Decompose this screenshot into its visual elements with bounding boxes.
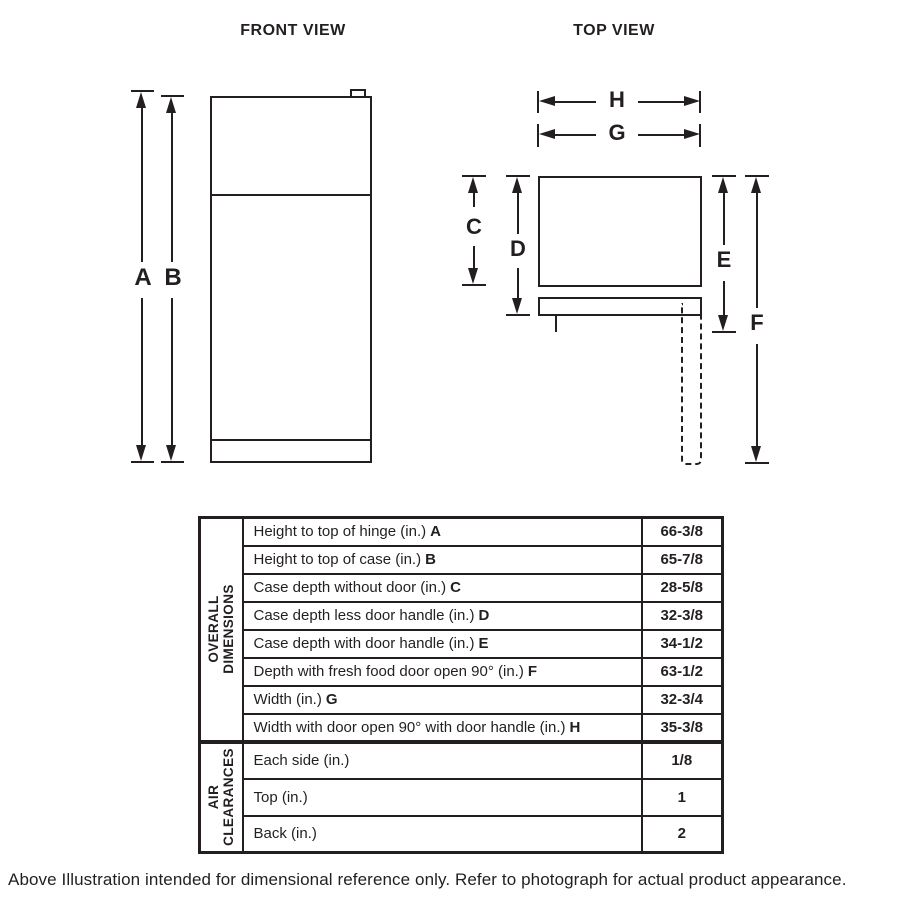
spec-label-cell [243, 658, 642, 686]
header-line: CLEARANCES [221, 748, 237, 847]
dim-g-line [553, 134, 596, 136]
dim-h-arrow-right-icon [684, 96, 700, 106]
spec-label: Each side (in.) [253, 752, 350, 769]
spec-label-cell [243, 816, 642, 853]
top-view-title: TOP VIEW [573, 22, 655, 39]
door-handle-line [555, 315, 557, 332]
dim-h-line [638, 101, 685, 103]
dim-c-line [473, 246, 475, 270]
kickplate-line [212, 439, 370, 441]
table-row [200, 546, 723, 574]
spec-value-cell: 63-1/2 [642, 658, 723, 686]
spec-value-cell: 65-7/8 [642, 546, 723, 574]
dim-g-arrow-right-icon [684, 129, 700, 139]
spec-label-cell [243, 714, 642, 742]
spec-label-cell [243, 518, 642, 546]
dim-a-arrow-down-icon [136, 445, 146, 461]
hinge-cap [350, 89, 366, 98]
overall-dimensions-header [200, 518, 243, 742]
dim-b-line [171, 298, 173, 447]
spec-table [198, 516, 724, 854]
dim-f-bottom-tick [745, 462, 769, 464]
table-row [200, 742, 723, 779]
dim-a-line [141, 106, 143, 262]
spec-value-cell: 28-5/8 [642, 574, 723, 602]
table-row [200, 714, 723, 742]
caption-note: Above Illustration intended for dimensional reference only. Refer to photograph for actual product appearance. [8, 870, 847, 889]
fridge-outline [210, 96, 372, 463]
freezer-divider-line [212, 194, 370, 196]
header-line: AIR [206, 785, 222, 810]
spec-letter: E [478, 635, 489, 652]
dim-c-bottom-tick [462, 284, 486, 286]
door-outline [538, 297, 702, 316]
dim-f-line [756, 344, 758, 448]
spec-letter: H [569, 718, 581, 736]
spec-value-cell: 32-3/4 [642, 686, 723, 714]
spec-value-cell: 35-3/8 [642, 714, 723, 742]
spec-label: Top (in.) [253, 788, 308, 806]
table-row [200, 630, 723, 658]
spec-label-cell [243, 779, 642, 816]
spec-label: Depth with fresh food door open 90° (in.) [253, 663, 524, 680]
dim-c-line [473, 191, 475, 207]
spec-label-cell [243, 602, 642, 630]
dim-a-bottom-tick [131, 461, 154, 463]
header-line: DIMENSIONS [221, 584, 237, 675]
dim-b-line [171, 111, 173, 262]
spec-label-cell [243, 686, 642, 714]
dim-c-label: C [466, 214, 482, 239]
front-view-title: FRONT VIEW [240, 22, 346, 39]
dim-b-label: B [164, 264, 182, 291]
table-row [200, 779, 723, 816]
spec-letter: B [425, 551, 436, 568]
air-clearances-header [200, 742, 243, 853]
spec-label: Case depth less door handle (in.) [253, 607, 475, 624]
spec-label: Width (in.) [253, 691, 322, 708]
table-row [200, 816, 723, 853]
table-row [200, 686, 723, 714]
dim-e-arrow-down-icon [718, 315, 728, 331]
table-row [200, 658, 723, 686]
spec-value-cell: 66-3/8 [642, 518, 723, 546]
spec-label-cell [243, 574, 642, 602]
dim-a-line [141, 298, 143, 447]
spec-label: Case depth with door handle (in.) [253, 635, 475, 652]
dim-g-label: G [608, 120, 626, 145]
dim-c-arrow-down-icon [468, 268, 478, 284]
spec-label-cell [243, 630, 642, 658]
dim-e-line [723, 281, 725, 317]
spec-letter: F [527, 663, 537, 680]
spec-value-cell: 1/8 [642, 742, 723, 779]
table-row [200, 602, 723, 630]
dim-d-bottom-tick [506, 314, 530, 316]
spec-letter: G [325, 691, 338, 708]
spec-letter: C [450, 579, 461, 596]
spec-value-cell: 32-3/8 [642, 602, 723, 630]
header-line: OVERALL [206, 595, 222, 663]
dim-e-bottom-tick [712, 331, 736, 333]
dim-f-line [756, 191, 758, 308]
dim-f-label: F [750, 310, 764, 335]
case-outline [538, 176, 702, 287]
dim-d-arrow-down-icon [512, 298, 522, 314]
dim-b-bottom-tick [161, 461, 184, 463]
table-row [200, 574, 723, 602]
spec-letter: A [430, 523, 441, 541]
spec-label: Back (in.) [253, 825, 317, 843]
spec-value-cell: 2 [642, 816, 723, 853]
dim-f-arrow-down-icon [751, 446, 761, 462]
dim-a-label: A [134, 264, 152, 291]
open-door-dashed-outline [681, 303, 702, 465]
dim-d-line [517, 191, 519, 234]
dim-e-label: E [716, 247, 732, 272]
spec-letter: D [478, 607, 490, 624]
table-row [200, 518, 723, 546]
spec-label: Case depth without door (in.) [253, 579, 447, 596]
spec-value-cell: 1 [642, 779, 723, 816]
dim-e-line [723, 191, 725, 245]
spec-label: Height to top of case (in.) [253, 551, 422, 568]
dim-h-label: H [609, 87, 625, 112]
dim-b-arrow-down-icon [166, 445, 176, 461]
dim-h-line [553, 101, 596, 103]
spec-value-cell: 34-1/2 [642, 630, 723, 658]
spec-label-cell [243, 742, 642, 779]
dim-d-label: D [510, 236, 526, 261]
spec-label: Height to top of hinge (in.) [253, 523, 427, 541]
dim-d-line [517, 268, 519, 300]
spec-label: Width with door open 90° with door handle (in.) [253, 718, 566, 736]
spec-label-cell [243, 546, 642, 574]
dim-g-line [638, 134, 685, 136]
